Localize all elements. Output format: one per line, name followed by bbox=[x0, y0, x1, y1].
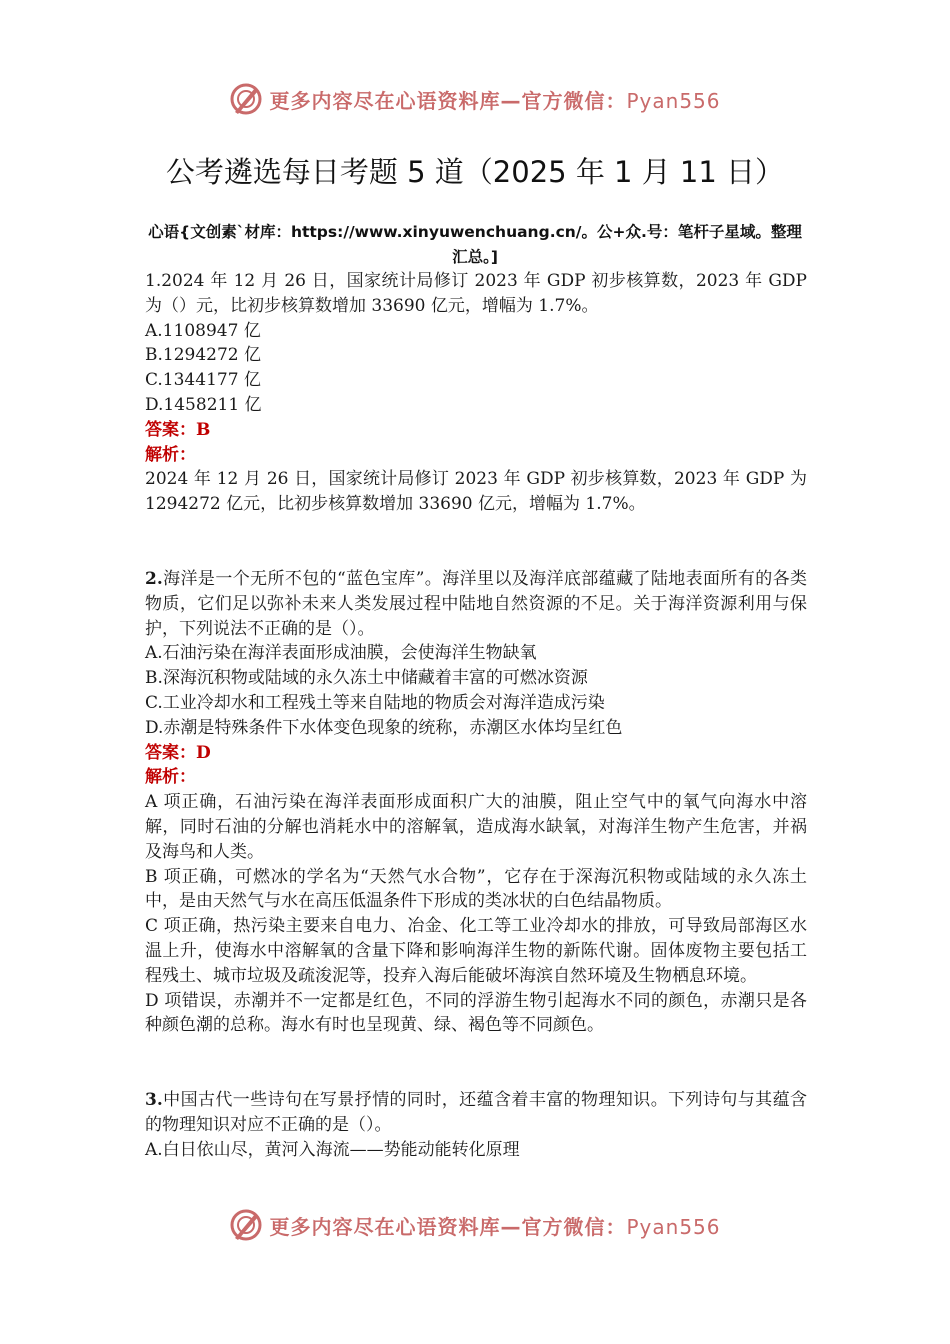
question-1-option-c: C.1344177 亿 bbox=[145, 370, 261, 391]
question-2-analysis-c: C 项正确，热污染主要来自电力、冶金、化工等工业冷却水的排放，可导致局部海区水温上升，使海水中溶解氧的含量下降和影响海洋生物的新陈代谢。固体废物主要包括工程残土、城市垃圾及疏浚泥等，投弃入海后能破坏海滨自然环境及生物栖息环境。 bbox=[145, 916, 807, 986]
question-2-option-a: A.石油污染在海洋表面形成油膜，会使海洋生物缺氧 bbox=[145, 643, 537, 664]
pen-circle-logo-icon bbox=[229, 82, 263, 116]
question-2-analysis-b: B 项正确，可燃冰的学名为“天然气水合物”，它存在于深海沉积物或陆域的永久冻土中，是由天然气与水在高压低温条件下形成的类冰状的白色结晶物质。 bbox=[145, 866, 807, 912]
question-1-answer: 答案：B bbox=[145, 419, 211, 440]
question-2-option-c: C.工业冷却水和工程残土等来自陆地的物质会对海洋造成污染 bbox=[145, 692, 605, 713]
question-2-answer: 答案：D bbox=[145, 742, 211, 763]
question-2-analysis-a: A 项正确，石油污染在海洋表面形成面积广大的油膜，阻止空气中的氧气向海水中溶解，同时石油的分解也消耗水中的溶解氧，造成海水缺氧，对海洋生物产生危害，并祸及海鸟和人类。 bbox=[145, 792, 807, 862]
banner-text: 更多内容尽在心语资料库—官方微信：Pyan556 bbox=[269, 1214, 721, 1239]
page-title: 公考遴选每日考题 5 道（2025 年 1 月 11 日） bbox=[165, 155, 785, 189]
question-3-stem: 3.中国古代一些诗句在写景抒情的同时，还蕴含着丰富的物理知识。下列诗句与其蕴含的物理知识对应不正确的是（）。 bbox=[145, 1090, 807, 1135]
question-1-option-a: A.1108947 亿 bbox=[145, 320, 261, 341]
question-3-option-a: A.白日依山尽，黄河入海流——势能动能转化原理 bbox=[145, 1139, 520, 1160]
question-2-analysis-label: 解析： bbox=[145, 767, 196, 788]
question-2-option-b: B.深海沉积物或陆域的永久冻土中储藏着丰富的可燃冰资源 bbox=[145, 668, 588, 689]
question-list bbox=[145, 269, 807, 1163]
question-1-analysis-label: 解析： bbox=[145, 444, 196, 465]
question-1-option-d: D.1458211 亿 bbox=[145, 394, 262, 415]
question-2-stem: 2.海洋是一个无所不包的“蓝色宝库”。海洋里以及海洋底部蕴藏了陆地表面所有的各类物质，它们足以弥补未来人类发展过程中陆地自然资源的不足。关于海洋资源利用与保护，下列说法不正确的是（）。 bbox=[145, 568, 807, 639]
question-1-option-b: B.1294272 亿 bbox=[145, 345, 262, 366]
header-banner bbox=[0, 82, 950, 116]
question-2-option-d: D.赤潮是特殊条件下水体变色现象的统称，赤潮区水体均呈红色 bbox=[145, 717, 623, 738]
banner-text: 更多内容尽在心语资料库—官方微信：Pyan556 bbox=[269, 88, 721, 113]
footer-banner bbox=[0, 1208, 950, 1242]
question-2-analysis-d: D 项错误，赤潮并不一定都是红色，不同的浮游生物引起海水不同的颜色，赤潮只是各种颜色潮的总称。海水有时也呈现黄、绿、褐色等不同颜色。 bbox=[145, 990, 807, 1036]
source-note: 心语{文创素`材库：https://www.xinyuwenchuang.cn/。公+众.号：笔杆子星域。整理汇总。] bbox=[148, 223, 802, 266]
question-1-analysis: 2024 年 12 月 26 日，国家统计局修订 2023 年 GDP 初步核算数，2023 年 GDP 为 1294272 亿元，比初步核算数增加 33690 亿元，增幅为 1.7%。 bbox=[145, 469, 807, 515]
pen-circle-logo-icon bbox=[229, 1208, 263, 1242]
question-1-stem: 1.2024 年 12 月 26 日，国家统计局修订 2023 年 GDP 初步核算数，2023 年 GDP 为（）元，比初步核算数增加 33690 亿元，增幅为 1.7%。 bbox=[145, 271, 807, 316]
